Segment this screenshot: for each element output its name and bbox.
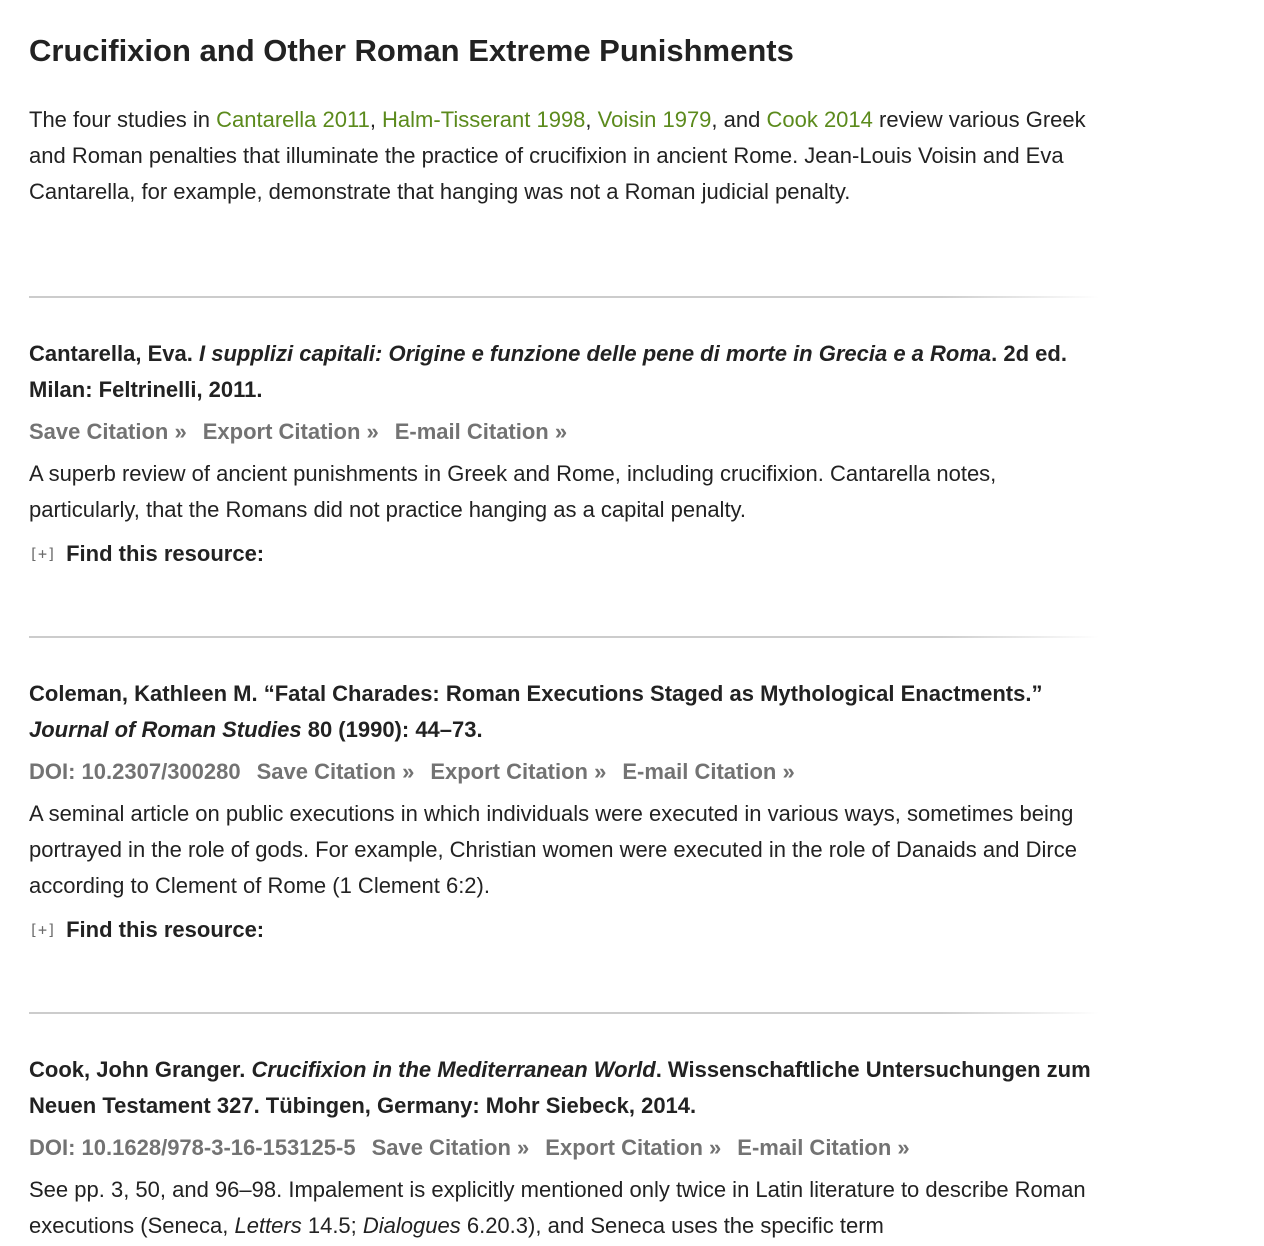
citation-author: Cantarella, Eva. [29,341,199,366]
annotation-text: See pp. 3, 50, and 96–98. Impalement is explicitly mentioned only twice in Latin literature to describe Roman executions (Seneca, [29,1177,1086,1238]
email-citation-link[interactable]: E-mail Citation » [394,419,568,444]
expand-icon[interactable]: [+] [29,921,57,939]
expand-icon[interactable]: [+] [29,545,57,563]
bibliography-entry [29,336,1101,568]
save-citation-link[interactable]: Save Citation » [256,759,415,784]
doi-link[interactable]: DOI: 10.2307/300280 [29,759,241,784]
export-citation-link[interactable]: Export Citation » [202,419,379,444]
export-citation-link[interactable]: Export Citation » [545,1135,722,1160]
divider [29,636,1099,638]
divider [29,296,1099,298]
save-citation-link[interactable]: Save Citation » [371,1135,530,1160]
bibliography-entry [29,676,1101,944]
find-resource-label: Find this resource: [66,541,265,566]
page-title: Crucifixion and Other Roman Extreme Punishments [29,33,794,68]
link-voisin-1979[interactable]: Voisin 1979 [597,107,712,132]
annotation [29,1172,1101,1244]
intro-paragraph [29,102,1101,210]
annotation-title: Letters [234,1213,302,1238]
intro-text: , [585,107,598,132]
doi-link[interactable]: DOI: 10.1628/978-3-16-153125-5 [29,1135,356,1160]
citation-author: Coleman, Kathleen M. “Fatal Charades: Roman Executions Staged as Mythological Enactments.” [29,681,1043,706]
citation-title: I supplizi capitali: Origine e funzione delle pene di morte in Grecia e a Roma [198,341,992,366]
annotation-text: 14.5; [301,1213,363,1238]
intro-text: The four studies in [29,107,217,132]
find-resource-label: Find this resource: [66,917,265,942]
citation [29,336,1101,408]
citation-actions [29,758,1101,786]
email-citation-link[interactable]: E-mail Citation » [622,759,795,784]
citation-actions [29,1134,1101,1162]
export-citation-link[interactable]: Export Citation » [430,759,607,784]
citation-publication: . 2d ed. Milan: Feltrinelli, 2011. [29,341,1067,402]
annotation: A seminal article on public executions in which individuals were executed in various ways, sometimes being portrayed in the role of gods. For example, Christian women were executed in the role of Danaids and Dirce according to Clement of Rome (1 Clement 6:2). [29,801,1077,898]
annotation: A superb review of ancient punishments in Greek and Rome, including crucifixion. Cantarella notes, particularly, that the Romans did not practice hanging as a capital penalty. [29,461,997,522]
link-halm-tisserant-1998[interactable]: Halm-Tisserant 1998 [382,107,586,132]
intro-text: review various Greek and Roman penalties that illuminate the practice of crucifixion in ancient Rome. Jean-Louis Voisin and Eva Cantarella, for example, demonstrate that hanging was not a Roman judicial penalty. [29,107,1086,204]
annotation-title: Dialogues [362,1213,461,1238]
citation-actions [29,418,1101,446]
citation-publication: 80 (1990): 44–73. [301,717,483,742]
citation [29,1052,1101,1124]
email-citation-link[interactable]: E-mail Citation » [737,1135,910,1160]
intro-text: , [369,107,383,132]
find-resource [29,916,1101,944]
intro-text: , and [711,107,767,132]
link-cantarella-2011[interactable]: Cantarella 2011 [216,107,370,132]
link-cook-2014[interactable]: Cook 2014 [766,107,873,132]
citation [29,676,1101,748]
bibliography-entry [29,1052,1101,1244]
citation-publication: . Wissenschaftliche Untersuchungen zum Neuen Testament 327. Tübingen, Germany: Mohr Siebeck, 2014. [29,1057,1091,1118]
citation-title: Journal of Roman Studies [29,717,302,742]
divider [29,1012,1099,1014]
citation-author: Cook, John Granger. [29,1057,252,1082]
citation-title: Crucifixion in the Mediterranean World [251,1057,656,1082]
save-citation-link[interactable]: Save Citation » [29,419,187,444]
find-resource [29,540,1101,568]
annotation-text: 6.20.3), and Seneca uses the specific term [460,1213,884,1238]
